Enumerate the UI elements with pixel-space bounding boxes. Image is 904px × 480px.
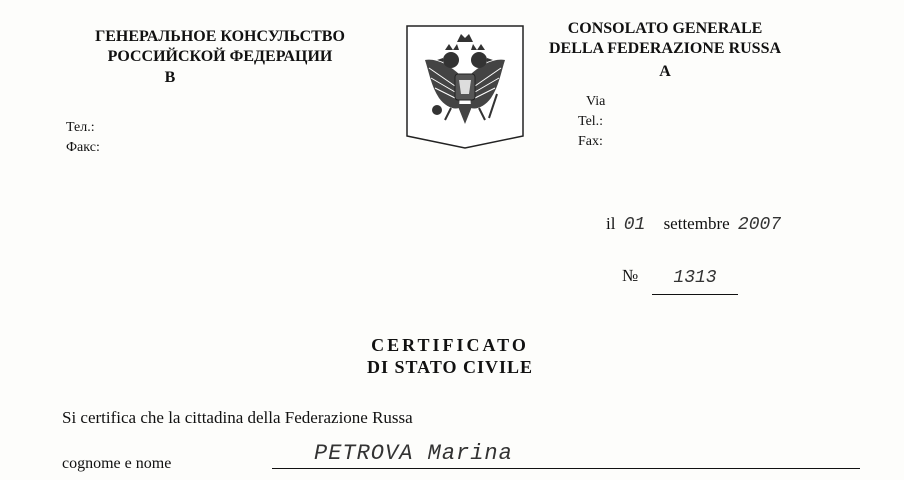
name-label: cognome e nome [62, 455, 172, 472]
title-line2: DI STATO CIVILE [366, 357, 534, 377]
header-ru-line1: ГЕНЕРАЛЬНОЕ КОНСУЛЬСТВО [95, 28, 345, 45]
header-it-via-label: Via [586, 94, 606, 109]
date-day: 01 [623, 215, 646, 235]
header-it-fax-label: Fax: [578, 134, 603, 149]
date-prefix: il [606, 214, 616, 233]
title-line1: CERTIFICATO [371, 335, 529, 355]
number-label: № [622, 266, 639, 285]
date-month: settembre [663, 214, 730, 233]
header-it-tel-label: Tel.: [578, 114, 604, 129]
date-year: 2007 [737, 215, 782, 235]
certificate-title [310, 334, 590, 378]
header-ru-line2: РОССИЙСКОЙ ФЕДЕРАЦИИ [107, 48, 333, 65]
date-line [606, 214, 781, 235]
header-it-line3: A [659, 63, 671, 80]
name-value: PETROVA Marina [314, 441, 513, 466]
emblem [405, 24, 525, 150]
header-it-line1: CONSOLATO GENERALE [567, 20, 763, 37]
number-value: 1313 [673, 268, 717, 288]
header-ru-line3: В [164, 69, 176, 86]
emblem-icon [405, 24, 525, 150]
intro-text: Si certifica che la cittadina della Federazione Russa [62, 408, 413, 427]
header-it-line2: DELLA FEDERAZIONE RUSSA [548, 40, 782, 57]
header-ru-tel-label: Тел.: [66, 120, 95, 135]
name-field [272, 442, 860, 469]
number-value-field [652, 264, 738, 295]
header-ru-fax-label: Факс: [66, 140, 100, 155]
